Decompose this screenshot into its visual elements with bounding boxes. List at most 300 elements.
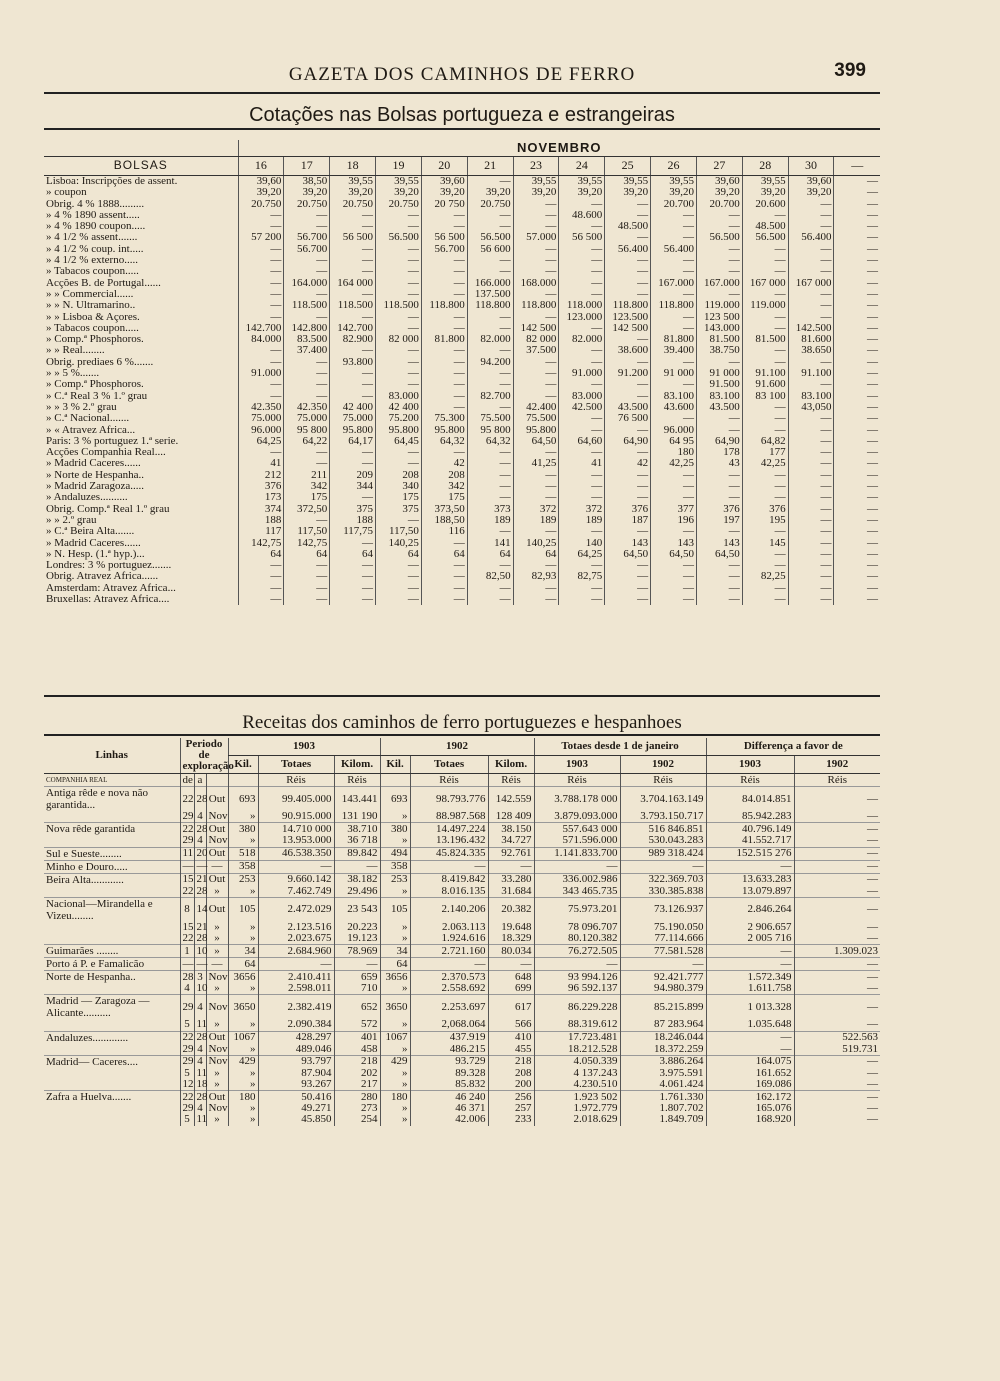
line-name: Porto á P. e Famalicão xyxy=(44,958,180,971)
table-row xyxy=(44,995,880,1020)
table-row xyxy=(44,1019,880,1031)
reis-label: Réis xyxy=(620,774,706,787)
quote-cell: — xyxy=(742,481,788,492)
kilom-1902: 38.150 xyxy=(488,823,534,836)
quote-cell: — xyxy=(284,266,330,277)
quote-cell: 167 000 xyxy=(788,278,834,289)
quote-cell: — xyxy=(513,391,559,402)
quote-cell: 91.100 xyxy=(788,368,834,379)
quote-cell: — xyxy=(605,199,651,210)
kilom-1902: 256 xyxy=(488,1091,534,1104)
quote-cell: — xyxy=(284,368,330,379)
kil-1903: 34 xyxy=(228,945,258,958)
kilom-1903: 280 xyxy=(334,1091,380,1104)
quote-cell: — xyxy=(834,549,880,560)
kil-1902: 358 xyxy=(380,860,410,873)
quote-cell: 39,20 xyxy=(467,187,513,198)
kilom-1902: 218 xyxy=(488,1055,534,1068)
quote-cell: 372,50 xyxy=(284,504,330,515)
table-row xyxy=(44,187,880,198)
security-label: » Comp.ª Phosphoros. xyxy=(46,378,144,391)
quote-cell: — xyxy=(467,266,513,277)
de-label: de xyxy=(180,774,194,787)
quote-cell: — xyxy=(788,470,834,481)
quote-cell: 76 500 xyxy=(605,413,651,424)
quote-cell: 83.000 xyxy=(376,391,422,402)
quote-cell: — xyxy=(376,312,422,323)
quote-cell: — xyxy=(376,266,422,277)
quote-cell: 57 200 xyxy=(238,232,284,243)
security-label: » N. Hesp. (1.ª hyp.)... xyxy=(46,547,145,560)
kil-1903: » xyxy=(228,983,258,995)
totaes-1902: 46 371 xyxy=(410,1103,488,1114)
quote-cell: 64,22 xyxy=(284,436,330,447)
quote-cell: 116 xyxy=(421,526,467,537)
quote-cell: — xyxy=(834,526,880,537)
quote-cell: 20.600 xyxy=(742,199,788,210)
quote-cell: 75.300 xyxy=(421,413,467,424)
quote-cell: 38.750 xyxy=(696,345,742,356)
quote-cell: 118.500 xyxy=(330,300,376,311)
quote-cell: 81.500 xyxy=(696,334,742,345)
line-name xyxy=(44,983,180,995)
table-row xyxy=(44,1044,880,1056)
quote-cell: — xyxy=(742,425,788,436)
security-label: » Tabacos coupon..... xyxy=(46,321,139,334)
quote-cell: 342 xyxy=(284,481,330,492)
quote-cell: — xyxy=(330,583,376,594)
quote-cell: — xyxy=(513,357,559,368)
col-dif-1903: 1903 xyxy=(706,756,794,774)
kilom-1903: — xyxy=(334,860,380,873)
quote-cell: — xyxy=(421,538,467,549)
table-row xyxy=(44,492,880,503)
quote-cell: 167 000 xyxy=(742,278,788,289)
kil-1903: » xyxy=(228,1103,258,1114)
period-month: Nov xyxy=(206,1055,228,1068)
kil-1902: 180 xyxy=(380,1091,410,1104)
quote-cell: 38.650 xyxy=(788,345,834,356)
kilom-1902: 92.761 xyxy=(488,847,534,860)
quote-cell: — xyxy=(834,345,880,356)
quote-cell: 188,50 xyxy=(421,515,467,526)
period-month: Out xyxy=(206,823,228,836)
day-header: 28 xyxy=(742,157,788,176)
kil-1902: 64 xyxy=(380,958,410,971)
quote-cell: — xyxy=(742,594,788,605)
totaes-1902: 1.924.616 xyxy=(410,933,488,945)
quote-cell: 83 100 xyxy=(742,391,788,402)
quote-cell: 56.700 xyxy=(284,244,330,255)
period-month: » xyxy=(206,933,228,945)
quote-cell: — xyxy=(421,323,467,334)
quote-cell: — xyxy=(651,560,697,571)
period-month: Nov xyxy=(206,995,228,1020)
total-since-jan-1902: 3.704.163.149 xyxy=(620,787,706,812)
period-month: » xyxy=(206,886,228,898)
reis-label: Réis xyxy=(706,774,794,787)
security-label: » Tabacos coupon..... xyxy=(46,265,139,278)
quote-cell: — xyxy=(788,571,834,582)
totaes-1903: 93.267 xyxy=(258,1079,334,1091)
kil-1902: 1067 xyxy=(380,1031,410,1044)
totaes-1902: — xyxy=(410,958,488,971)
quote-cell: — xyxy=(788,289,834,300)
totaes-1902: 2.253.697 xyxy=(410,995,488,1020)
quote-cell: — xyxy=(834,334,880,345)
quote-cell: 142.700 xyxy=(238,323,284,334)
difference-1903: 168.920 xyxy=(706,1114,794,1125)
period-month: Nov xyxy=(206,1103,228,1114)
quote-cell: 64 95 xyxy=(651,436,697,447)
quote-cell: — xyxy=(696,413,742,424)
total-since-jan-1903: 88.319.612 xyxy=(534,1019,620,1031)
bolsas-title: Cotações nas Bolsas portugueza e estrangeiras xyxy=(249,104,675,126)
reis-label: Réis xyxy=(534,774,620,787)
quote-cell: — xyxy=(559,345,605,356)
difference-1902: — xyxy=(794,823,880,836)
period-month: — xyxy=(206,958,228,971)
period-end: 11 xyxy=(194,1019,206,1031)
quote-cell: 37.500 xyxy=(513,345,559,356)
quote-cell: — xyxy=(376,368,422,379)
quote-cell: 81.800 xyxy=(651,334,697,345)
quote-cell: 56.500 xyxy=(376,232,422,243)
total-since-jan-1902: 18.372.259 xyxy=(620,1044,706,1056)
quote-cell: 75.000 xyxy=(284,413,330,424)
period-month: Out xyxy=(206,1091,228,1104)
security-label: » Madrid Zaragoza..... xyxy=(46,480,145,493)
total-since-jan-1902: 3.793.150.717 xyxy=(620,811,706,823)
quote-cell: — xyxy=(788,594,834,605)
quote-cell: 376 xyxy=(238,481,284,492)
kilom-1903: 29.496 xyxy=(334,886,380,898)
period-month: Out xyxy=(206,787,228,812)
totaes-1903: 2.598.011 xyxy=(258,983,334,995)
difference-1903: 165.076 xyxy=(706,1103,794,1114)
total-since-jan-1902: 330.385.838 xyxy=(620,886,706,898)
period-start: — xyxy=(180,860,194,873)
reis-label: Réis xyxy=(794,774,880,787)
quote-cell: 95 800 xyxy=(284,425,330,436)
quote-cell: 376 xyxy=(696,504,742,515)
quote-cell: 145 xyxy=(742,538,788,549)
kilom-1903: 458 xyxy=(334,1044,380,1056)
quote-cell: — xyxy=(467,255,513,266)
reis-label: Réis xyxy=(410,774,488,787)
quote-cell: 56.400 xyxy=(605,244,651,255)
security-label: » 4 % 1890 coupon..... xyxy=(46,220,146,233)
quote-cell: — xyxy=(559,470,605,481)
difference-1902: — xyxy=(794,787,880,812)
total-since-jan-1903: 336.002.986 xyxy=(534,873,620,886)
quote-cell: 82.000 xyxy=(467,334,513,345)
quote-cell: — xyxy=(788,425,834,436)
quote-cell: — xyxy=(238,379,284,390)
period-end: 3 xyxy=(194,971,206,984)
quote-cell: 117,50 xyxy=(284,526,330,537)
quote-cell: 39,20 xyxy=(238,187,284,198)
quote-cell: — xyxy=(238,312,284,323)
quote-cell: 188 xyxy=(330,515,376,526)
bolsas-table xyxy=(44,140,880,605)
period-end: 10 xyxy=(194,983,206,995)
kil-1902: » xyxy=(380,1114,410,1125)
quote-cell: 43,050 xyxy=(788,402,834,413)
quote-cell: — xyxy=(651,232,697,243)
quote-cell: 83.000 xyxy=(559,391,605,402)
quote-cell: — xyxy=(376,323,422,334)
period-start: 28 xyxy=(180,971,194,984)
quote-cell: 374 xyxy=(238,504,284,515)
line-name: Andaluzes............. xyxy=(44,1031,180,1044)
period-month: » xyxy=(206,983,228,995)
quote-cell: 82 000 xyxy=(513,334,559,345)
difference-1902: 1.309.023 xyxy=(794,945,880,958)
quote-cell: — xyxy=(834,391,880,402)
kilom-1903: 659 xyxy=(334,971,380,984)
totaes-1902: 88.987.568 xyxy=(410,811,488,823)
quote-cell: — xyxy=(467,379,513,390)
line-name: Minho e Douro..... xyxy=(44,860,180,873)
difference-1903: 40.796.149 xyxy=(706,823,794,836)
security-label: » coupon xyxy=(46,186,87,199)
table-row xyxy=(44,787,880,812)
security-label: » Comp.ª Phosphoros. xyxy=(46,333,144,346)
period-month: » xyxy=(206,922,228,933)
quote-cell: 56.700 xyxy=(284,232,330,243)
quote-cell: — xyxy=(330,594,376,605)
total-since-jan-1903: 80.120.382 xyxy=(534,933,620,945)
period-end: 4 xyxy=(194,811,206,823)
quote-cell: 376 xyxy=(742,504,788,515)
col-kil-1903: Kil. xyxy=(228,756,258,774)
totaes-1902: 2.140.206 xyxy=(410,897,488,922)
quote-cell: — xyxy=(834,176,880,188)
totaes-1902: 2.063.113 xyxy=(410,922,488,933)
totaes-1903: 2.684.960 xyxy=(258,945,334,958)
quote-cell: 20.750 xyxy=(284,199,330,210)
quote-cell: — xyxy=(788,538,834,549)
quote-cell: — xyxy=(788,481,834,492)
period-start: 29 xyxy=(180,1044,194,1056)
period-start: 22 xyxy=(180,787,194,812)
quote-cell: — xyxy=(330,244,376,255)
quote-cell: — xyxy=(559,357,605,368)
quote-cell: — xyxy=(559,583,605,594)
total-since-jan-1903: 1.141.833.700 xyxy=(534,847,620,860)
period-end: — xyxy=(194,958,206,971)
quote-cell: — xyxy=(834,515,880,526)
quote-cell: 373 xyxy=(467,504,513,515)
difference-1903: 162.172 xyxy=(706,1091,794,1104)
quote-cell: 118.800 xyxy=(605,300,651,311)
kilom-1903: 19.123 xyxy=(334,933,380,945)
quote-cell: 140 xyxy=(559,538,605,549)
quote-cell: 39,20 xyxy=(559,187,605,198)
period-end: 28 xyxy=(194,823,206,836)
quote-cell: — xyxy=(467,594,513,605)
kil-1902: 3656 xyxy=(380,971,410,984)
quote-cell: 81.800 xyxy=(421,334,467,345)
quote-cell: 64,90 xyxy=(696,436,742,447)
difference-1903: — xyxy=(706,945,794,958)
quote-cell: — xyxy=(467,221,513,232)
kil-1902: » xyxy=(380,933,410,945)
line-name xyxy=(44,835,180,847)
quote-cell: 39,20 xyxy=(284,187,330,198)
security-label: Acções B. de Portugal...... xyxy=(46,276,161,289)
quote-cell: — xyxy=(238,255,284,266)
quote-cell: — xyxy=(605,379,651,390)
quote-cell: 39,55 xyxy=(605,176,651,188)
quote-cell: — xyxy=(696,481,742,492)
kil-1902: » xyxy=(380,1079,410,1091)
kilom-1902: 33.280 xyxy=(488,873,534,886)
day-header: 16 xyxy=(238,157,284,176)
kilom-1903: 401 xyxy=(334,1031,380,1044)
security-label: » 4 1/2 % assent....... xyxy=(46,231,138,244)
period-end: 10 xyxy=(194,945,206,958)
totaes-1903: 2.090.384 xyxy=(258,1019,334,1031)
period-start: 29 xyxy=(180,1103,194,1114)
quote-cell: — xyxy=(467,560,513,571)
quote-cell: — xyxy=(284,210,330,221)
day-header: 24 xyxy=(559,157,605,176)
quote-cell: 91.100 xyxy=(742,368,788,379)
quote-cell: — xyxy=(467,312,513,323)
quote-cell: 142.700 xyxy=(330,323,376,334)
quote-cell: 42 xyxy=(421,458,467,469)
quote-cell: 91.600 xyxy=(742,379,788,390)
line-name xyxy=(44,922,180,933)
kilom-1903: 218 xyxy=(334,1055,380,1068)
quote-cell: — xyxy=(421,560,467,571)
difference-1903: — xyxy=(706,860,794,873)
quote-cell: — xyxy=(559,413,605,424)
quote-cell: — xyxy=(651,357,697,368)
quote-cell: — xyxy=(513,447,559,458)
quote-cell: — xyxy=(788,492,834,503)
quote-cell: — xyxy=(742,560,788,571)
security-label: » 4 1/2 % coup. int..... xyxy=(46,242,144,255)
quote-cell: 178 xyxy=(696,447,742,458)
quote-cell: 189 xyxy=(513,515,559,526)
quote-cell: — xyxy=(696,255,742,266)
quote-cell: — xyxy=(330,571,376,582)
security-label: » » N. Ultramarino.. xyxy=(46,299,136,312)
totaes-1902: 89.328 xyxy=(410,1068,488,1079)
totaes-1902: 8.419.842 xyxy=(410,873,488,886)
total-since-jan-1903: 86.229.228 xyxy=(534,995,620,1020)
quote-cell: 164.000 xyxy=(284,278,330,289)
quote-cell: 91.200 xyxy=(605,368,651,379)
period-month: Nov xyxy=(206,971,228,984)
difference-1902: — xyxy=(794,1103,880,1114)
totaes-1903: 2.382.419 xyxy=(258,995,334,1020)
kilom-1902: — xyxy=(488,958,534,971)
period-month: Out xyxy=(206,847,228,860)
quote-cell: 117,75 xyxy=(330,526,376,537)
security-label: Obrig. 4 % 1888......... xyxy=(46,197,145,210)
kilom-1902: 410 xyxy=(488,1031,534,1044)
col-linhas: Linhas xyxy=(44,738,180,774)
total-since-jan-1902: 322.369.703 xyxy=(620,873,706,886)
quote-cell: — xyxy=(834,571,880,582)
quote-cell: 93.800 xyxy=(330,357,376,368)
quote-cell: 64 xyxy=(330,549,376,560)
quote-cell: 56.700 xyxy=(421,244,467,255)
quote-cell: — xyxy=(834,323,880,334)
quote-cell: — xyxy=(376,515,422,526)
quote-cell: — xyxy=(742,526,788,537)
table-row xyxy=(44,266,880,277)
quote-cell: — xyxy=(605,334,651,345)
total-since-jan-1903: 571.596.000 xyxy=(534,835,620,847)
quote-cell: — xyxy=(834,379,880,390)
quote-cell: 48.500 xyxy=(605,221,651,232)
kil-1903: 1067 xyxy=(228,1031,258,1044)
quote-cell: — xyxy=(834,413,880,424)
quote-cell: — xyxy=(696,425,742,436)
line-name: Madrid — Zaragoza — Alicante.......... xyxy=(44,995,180,1020)
quote-cell: 20.750 xyxy=(238,199,284,210)
table-row xyxy=(44,1031,880,1044)
quote-cell: — xyxy=(284,255,330,266)
quote-cell: 39,60 xyxy=(421,176,467,188)
total-since-jan-1903: 76.272.505 xyxy=(534,945,620,958)
quote-cell: — xyxy=(834,436,880,447)
kil-1903: » xyxy=(228,1114,258,1125)
quote-cell: — xyxy=(330,379,376,390)
total-since-jan-1903: 93 994.126 xyxy=(534,971,620,984)
quote-cell: — xyxy=(238,391,284,402)
quote-cell: — xyxy=(834,255,880,266)
quote-cell: — xyxy=(559,481,605,492)
quote-cell: — xyxy=(834,278,880,289)
quote-cell: 64,32 xyxy=(421,436,467,447)
quote-cell: — xyxy=(238,447,284,458)
kilom-1903: 217 xyxy=(334,1079,380,1091)
totaes-1903: 87.904 xyxy=(258,1068,334,1079)
col-dif-1902: 1902 xyxy=(794,756,880,774)
quote-cell: — xyxy=(330,368,376,379)
quote-cell: — xyxy=(376,583,422,594)
total-since-jan-1903: 3.788.178 000 xyxy=(534,787,620,812)
quote-cell: 82,93 xyxy=(513,571,559,582)
difference-1902: — xyxy=(794,958,880,971)
difference-1903: 84.014.851 xyxy=(706,787,794,812)
kil-1902: » xyxy=(380,922,410,933)
quote-cell: 142,75 xyxy=(284,538,330,549)
quote-cell: — xyxy=(376,221,422,232)
table-row xyxy=(44,413,880,424)
quote-cell: 82,75 xyxy=(559,571,605,582)
kilom-1902: 233 xyxy=(488,1114,534,1125)
quote-cell: — xyxy=(834,594,880,605)
quote-cell: — xyxy=(605,594,651,605)
quote-cell: — xyxy=(467,470,513,481)
line-name: Beira Alta............ xyxy=(44,873,180,886)
quote-cell: — xyxy=(696,210,742,221)
line-name: Zafra a Huelva....... xyxy=(44,1091,180,1104)
quote-cell: — xyxy=(788,526,834,537)
period-start: — xyxy=(180,958,194,971)
kil-1903: 693 xyxy=(228,787,258,812)
kilom-1903: 20.223 xyxy=(334,922,380,933)
quote-cell: 20.750 xyxy=(376,199,422,210)
period-start: 22 xyxy=(180,886,194,898)
